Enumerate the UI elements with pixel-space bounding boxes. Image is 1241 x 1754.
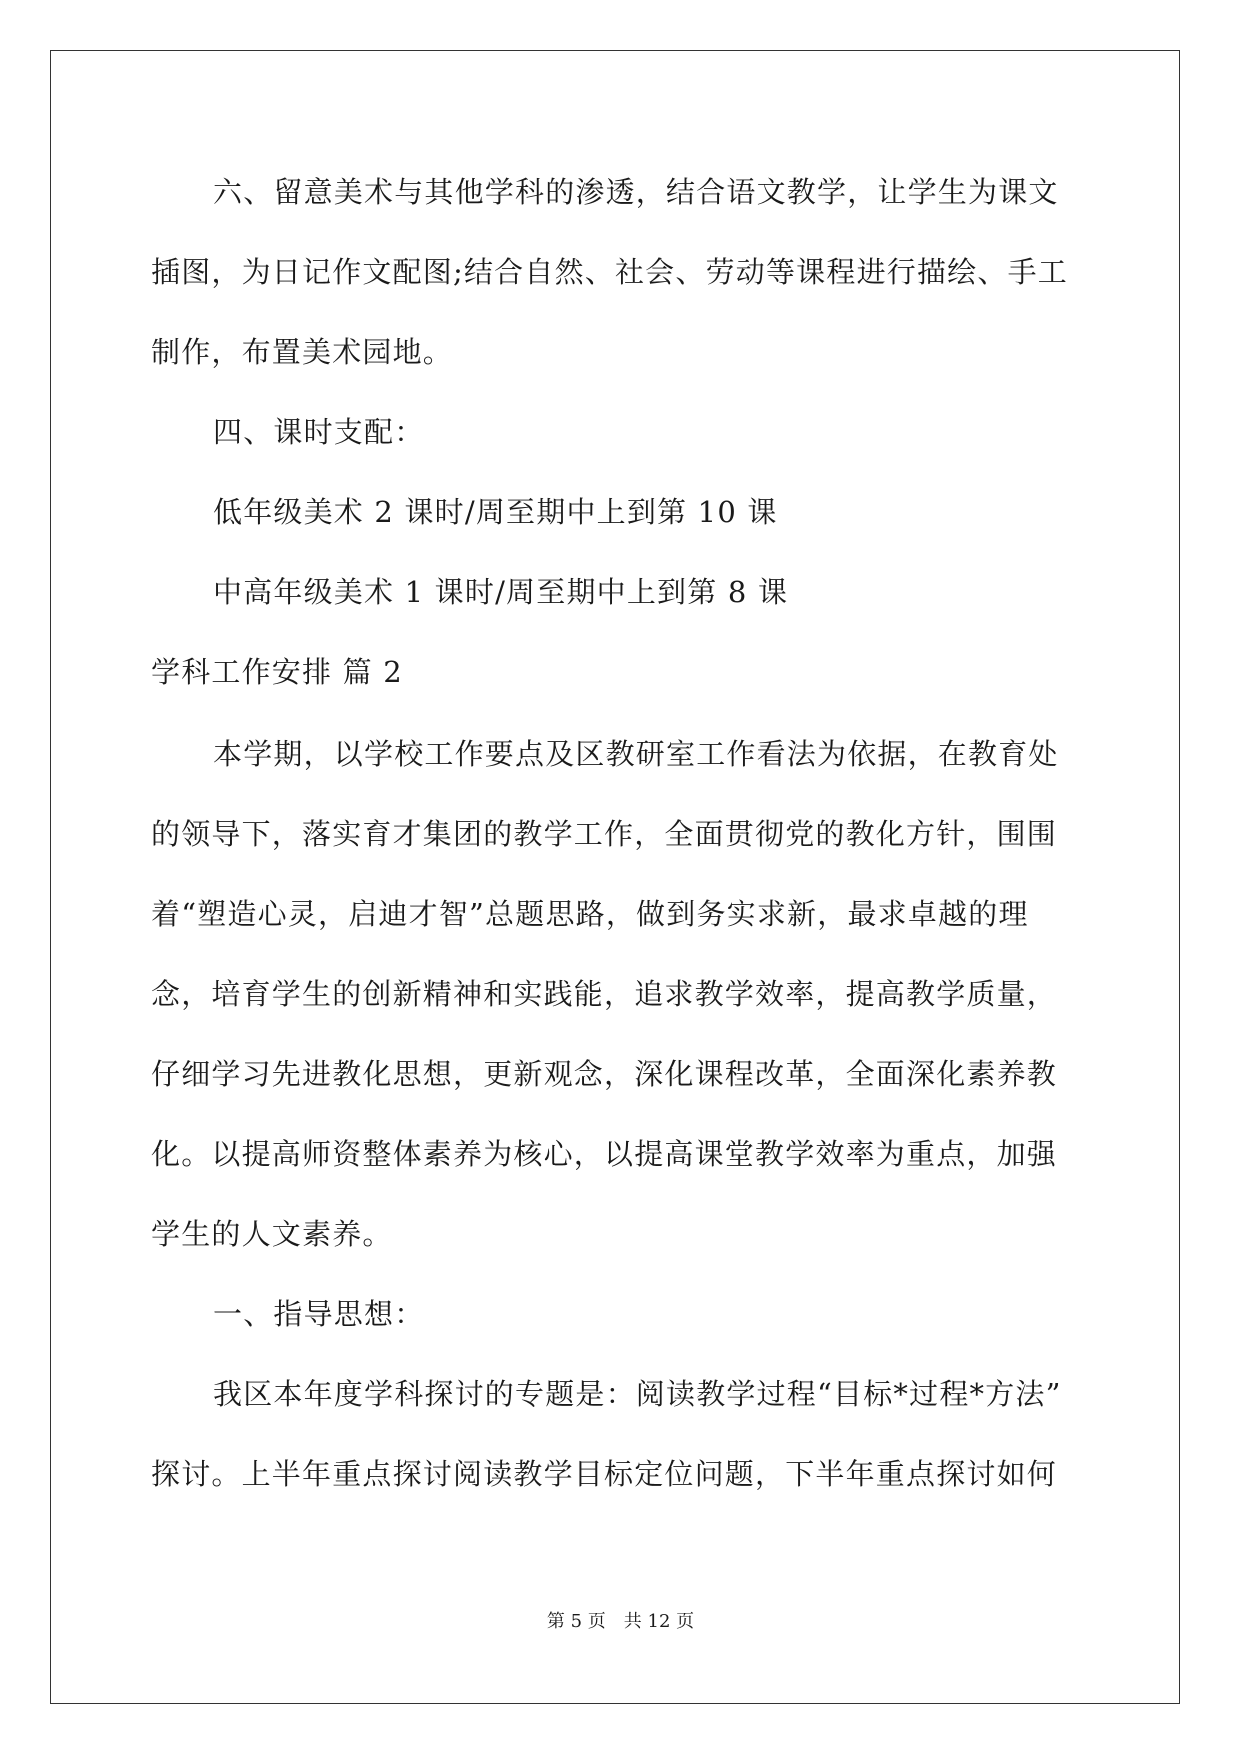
section-heading: 四、课时支配： bbox=[213, 415, 425, 449]
page-number-current: 第 5 页 bbox=[546, 1611, 606, 1632]
text-line: 制作，布置美术园地。 bbox=[151, 335, 454, 369]
text-line: 六、留意美术与其他学科的渗透，结合语文教学，让学生为课文 bbox=[213, 175, 1059, 209]
text-line: 插图，为日记作文配图;结合自然、社会、劳动等课程进行描绘、手工 bbox=[151, 255, 1068, 289]
text-line: 学生的人文素养。 bbox=[151, 1217, 393, 1251]
text-line: 低年级美术 2 课时/周至期中上到第 10 课 bbox=[213, 495, 778, 529]
page-number-total: 共 12 页 bbox=[623, 1611, 695, 1632]
text-line: 化。以提高师资整体素养为核心，以提高课堂教学效率为重点，加强 bbox=[151, 1137, 1058, 1171]
text-line: 仔细学习先进教化思想，更新观念，深化课程改革，全面深化素养教 bbox=[151, 1057, 1058, 1091]
text-line: 中高年级美术 1 课时/周至期中上到第 8 课 bbox=[213, 575, 789, 609]
text-line: 的领导下，落实育才集团的教学工作，全面贯彻党的教化方针，围围 bbox=[151, 817, 1058, 851]
article-title: 学科工作安排 篇 2 bbox=[151, 655, 403, 689]
section-heading: 一、指导思想： bbox=[213, 1297, 425, 1331]
page-footer bbox=[0, 1610, 1241, 1634]
text-line: 探讨。上半年重点探讨阅读教学目标定位问题，下半年重点探讨如何 bbox=[151, 1457, 1058, 1491]
text-line: 念，培育学生的创新精神和实践能，追求教学效率，提高教学质量， bbox=[151, 977, 1058, 1011]
text-line: 我区本年度学科探讨的专题是：阅读教学过程“目标*过程*方法” bbox=[213, 1377, 1062, 1411]
text-line: 着“塑造心灵，启迪才智”总题思路，做到务实求新，最求卓越的理 bbox=[151, 897, 1029, 931]
text-line: 本学期，以学校工作要点及区教研室工作看法为依据，在教育处 bbox=[213, 737, 1059, 771]
